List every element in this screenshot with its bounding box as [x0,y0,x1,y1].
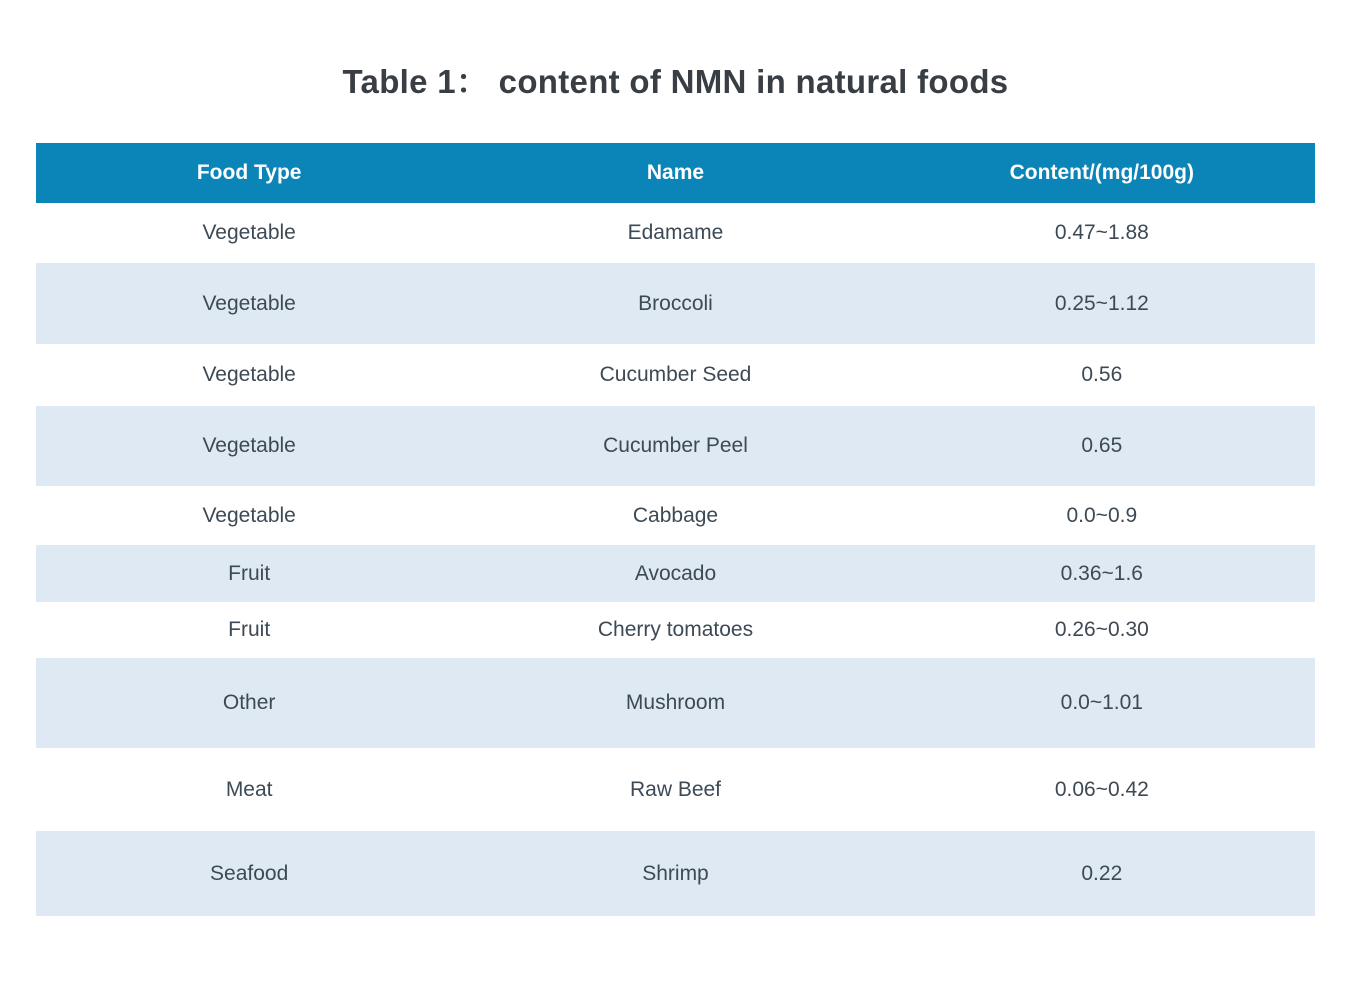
cell-food-type: Vegetable [202,291,296,315]
nmn-content-table [36,143,1315,916]
cell-content: 0.25~1.12 [1054,291,1149,315]
cell-name: Cherry tomatoes [597,618,754,641]
cell-content: 0.56 [1081,363,1123,386]
table-row [36,748,1315,831]
cell-food-type: Other [222,691,276,714]
cell-content: 0.06~0.42 [1054,777,1149,801]
table-row [36,344,1315,406]
cell-name: Raw Beef [629,777,722,801]
cell-food-type: Seafood [210,861,289,885]
cell-name: Cucumber Seed [599,363,752,386]
page-title: Table 1： content of NMN in natural foods [342,63,1009,100]
cell-content: 0.22 [1081,861,1123,885]
cell-name: Shrimp [642,861,709,885]
cell-food-type: Fruit [228,618,271,641]
cell-name: Cucumber Peel [603,434,748,457]
cell-content: 0.47~1.88 [1054,221,1149,244]
column-header-food-type: Food Type [196,161,302,184]
cell-name: Cabbage [632,503,719,527]
column-header-content: Content/(mg/100g) [1009,161,1194,184]
cell-food-type: Vegetable [202,434,296,457]
cell-food-type: Vegetable [202,363,296,386]
cell-content: 0.0~0.9 [1066,503,1138,527]
table-row [36,658,1315,748]
table-header-row [36,143,1315,203]
table-row [36,602,1315,658]
cell-name: Mushroom [625,691,726,714]
cell-food-type: Vegetable [202,221,296,244]
cell-content: 0.36~1.6 [1060,561,1143,585]
column-header-name: Name [646,161,705,184]
table-row [36,486,1315,545]
cell-name: Broccoli [638,291,713,315]
table-row [36,263,1315,344]
cell-food-type: Meat [225,777,273,801]
cell-content: 0.0~1.01 [1060,691,1143,714]
table-row [36,545,1315,602]
cell-content: 0.65 [1081,434,1123,457]
cell-name: Edamame [627,221,724,244]
table-row [36,203,1315,263]
cell-food-type: Fruit [228,561,271,585]
table-row [36,831,1315,916]
cell-content: 0.26~0.30 [1054,618,1149,641]
cell-food-type: Vegetable [202,503,296,527]
table-row [36,406,1315,486]
cell-name: Avocado [634,561,717,585]
